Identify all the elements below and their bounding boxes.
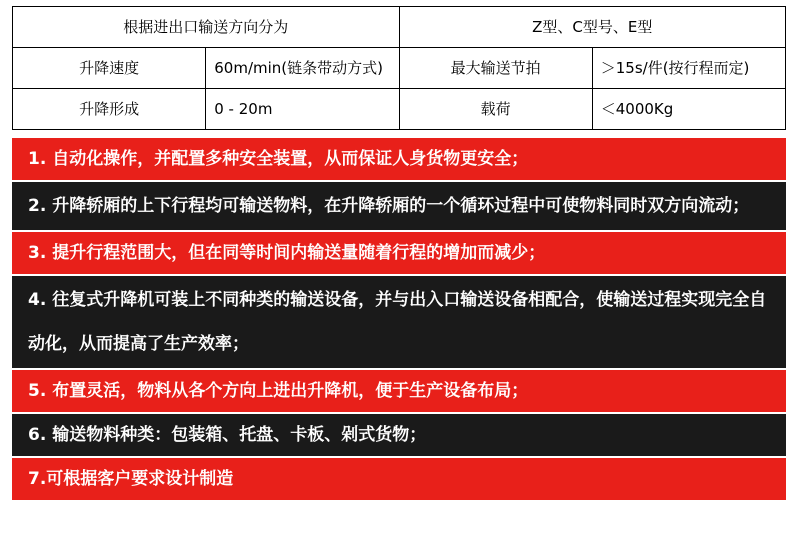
feature-item-3: 3. 提升行程范围大，但在同等时间内输送量随着行程的增加而减少； [12,232,786,274]
spec-cell-load-label: 载荷 [399,89,592,130]
table-row [13,89,786,130]
feature-item-6: 6. 输送物料种类：包装箱、托盘、卡板、剁式货物； [12,414,786,456]
feature-item-4: 4. 往复式升降机可装上不同种类的输送设备，并与出入口输送设备相配合，使输送过程实现完全自动化，从而提高了生产效率； [12,276,786,368]
spec-cell-lift-height-value: 0 - 20m [206,89,399,130]
spec-cell-max-rate-label: 最大输送节拍 [399,48,592,89]
spec-cell-lift-speed-value: 60m/min(链条带动方式) [206,48,399,89]
spec-cell-lift-speed-label: 升降速度 [13,48,206,89]
feature-list [12,138,786,500]
spec-cell-lift-height-label: 升降形成 [13,89,206,130]
specification-table [12,6,786,130]
spec-cell-load-value: ＜4000Kg [592,89,785,130]
spec-cell-direction-label: 根据进出口输送方向分为 [13,7,400,48]
feature-item-5: 5. 布置灵活，物料从各个方向上进出升降机，便于生产设备布局； [12,370,786,412]
spec-cell-direction-value: Z型、C型号、E型 [399,7,786,48]
spec-cell-max-rate-value: ＞15s/件(按行程而定) [592,48,785,89]
spec-table-body [13,7,786,130]
table-row [13,48,786,89]
feature-item-2: 2. 升降轿厢的上下行程均可输送物料，在升降轿厢的一个循环过程中可使物料同时双方向流动； [12,182,786,230]
table-row [13,7,786,48]
feature-item-1: 1. 自动化操作，并配置多种安全装置，从而保证人身货物更安全； [12,138,786,180]
feature-item-7: 7.可根据客户要求设计制造 [12,458,786,500]
